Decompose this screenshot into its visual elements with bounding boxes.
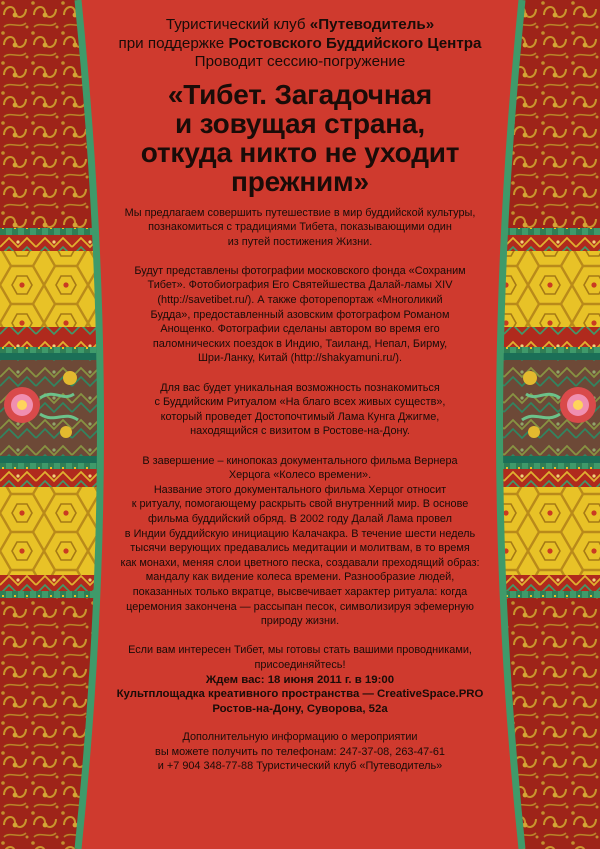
organization-name: Ростовского Буддийского Центра xyxy=(228,34,482,52)
club-name: «Путеводитель» xyxy=(309,16,435,33)
event-address: Ростов-на-Дону, Суворова, 52а xyxy=(212,702,388,715)
paragraph-film: В завершение – кинопоказ документального фильма Вернера Херцога «Колесо времени». Название этого документального фильма Херцог относит к ритуалу, помогающему раскрыть свой внутренний мир. В основе фильма буддийский обряд. В 2002 году Далай Лама провел в Индии буддийскую инициацию Калачакра. В течение шести недель тысячи верующих предавались медитации и молитвам, в то время как монахи, меняя слои цветного песка, создавали преходящий образ: мандалу как видение колеса времени. Разнообразие людей, показанных только вкратце, высвечивает характер ритуала: когда церемония закончена — рассыпан песок, символизируя эфемерную природу жизни. xyxy=(120,454,480,628)
event-details xyxy=(96,673,504,717)
contact-phones: вы можете получить по телефонам: 247-37-08, 263-47-61 xyxy=(155,745,445,758)
header xyxy=(96,16,504,72)
event-date: Ждем вас: 18 июня 2011 г. в 19:00 xyxy=(205,673,395,686)
poster-content xyxy=(96,0,504,774)
event-title: «Тибет. Загадочная и зовущая страна, откуда никто не уходит прежним» xyxy=(140,78,460,197)
header-line-support: при поддержке Ростовского Буддийского Центра xyxy=(118,34,482,52)
header-line-club: Туристический клуб «Путеводитель» xyxy=(165,16,435,33)
event-venue: Культплощадка креативного пространства — CreativeSpace.PRO xyxy=(116,688,484,700)
paragraph-ritual: Для вас будет уникальная возможность познакомиться с Буддийским Ритуалом «На благо всех живых существ», который проведет Достопочтимый Лама Кунга Джигме, находящийся с визитом в Ростове-на-Дону. xyxy=(154,381,446,438)
paragraph-photos: Будут представлены фотографии московского фонда «Сохраним Тибет». Фотобиография Его Святейшества Далай-ламы XIV (http://savetibet.ru/). А также фоторепортаж «Многоликий Будда», предоставленный азовским фотографом Романом Анощенко. Фотографии сделаны автором во время его паломнических поездок в Индию, Таиланд, Непал, Бирму, Шри-Ланку, Китай (http://shakyamuni.ru/). xyxy=(134,264,466,365)
description xyxy=(96,206,504,717)
paragraph-intro: Мы предлагаем совершить путешествие в мир буддийской культуры, познакомиться с традициями Тибета, показывающими один из путей постижения Жизни. xyxy=(124,206,476,248)
header-line-session: Проводит сессию-погружение xyxy=(194,53,406,70)
contact-info: Дополнительную информацию о мероприятии вы можете получить по телефонам: 247-37-08, 263-47-61 и +7 904 348-77-88 Туристический клуб «Путеводитель» xyxy=(96,730,504,774)
paragraph-invite: Если вам интересен Тибет, мы готовы стать вашими проводниками, присоединяйтесь! xyxy=(128,644,472,671)
